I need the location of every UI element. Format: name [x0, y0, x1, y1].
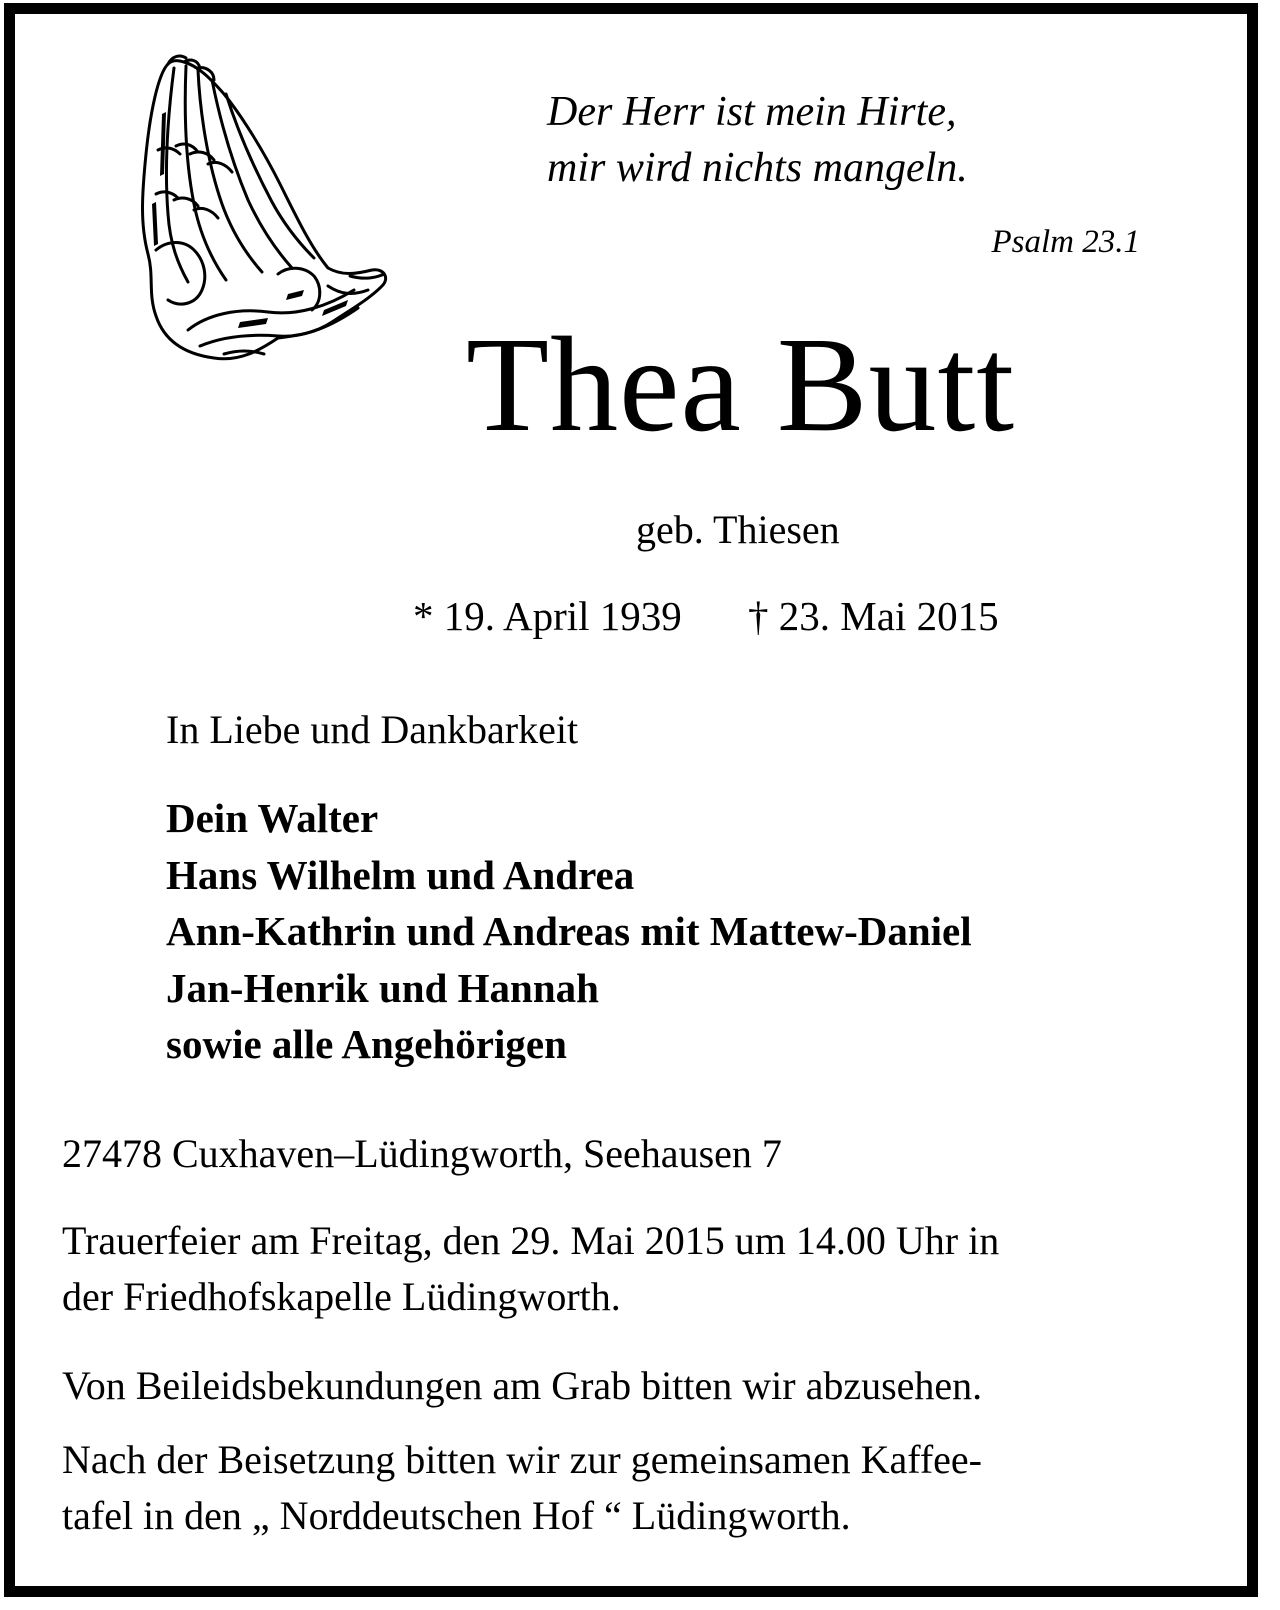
condolences-notice: Von Beileidsbekundungen am Grab bitten wir abzusehen. [62, 1363, 983, 1408]
coffee-gathering-notice [62, 1432, 982, 1544]
family-address: 27478 Cuxhaven–Lüdingworth, Seehausen 7 [62, 1131, 782, 1176]
praying-hands-icon [128, 54, 398, 374]
service-line-1: Trauerfeier am Freitag, den 29. Mai 2015 um 14.00 Uhr in [62, 1218, 1000, 1263]
verse-reference: Psalm 23.1 [991, 224, 1140, 260]
mourner-name: Jan-Henrik und Hannah [166, 964, 599, 1011]
mourners-list [166, 790, 972, 1073]
mourner-name: sowie alle Angehörigen [166, 1021, 567, 1067]
death-date: † 23. Mai 2015 [748, 593, 999, 639]
coffee-line-2: tafel in den „ Norddeutschen Hof “ Lüdingworth. [62, 1493, 851, 1538]
maiden-name: geb. Thiesen [636, 507, 840, 552]
mourner-name: Hans Wilhelm und Andrea [166, 851, 635, 898]
bible-verse [547, 84, 968, 196]
birth-date: * 19. April 1939 [413, 593, 682, 639]
life-dates [413, 592, 999, 640]
deceased-name: Thea Butt [466, 310, 1016, 460]
mourner-name: Dein Walter [166, 795, 379, 841]
coffee-line-1: Nach der Beisetzung bitten wir zur gemeinsamen Kaffee- [62, 1437, 982, 1482]
mourners-intro: In Liebe und Dankbarkeit [166, 707, 579, 752]
mourner-name: Ann-Kathrin und Andreas mit Mattew-Daniel [166, 908, 972, 954]
verse-line-1: Der Herr ist mein Hirte, [547, 89, 957, 135]
service-line-2: der Friedhofskapelle Lüdingworth. [62, 1274, 621, 1319]
funeral-service-notice [62, 1213, 999, 1325]
verse-line-2: mir wird nichts mangeln. [547, 145, 968, 191]
